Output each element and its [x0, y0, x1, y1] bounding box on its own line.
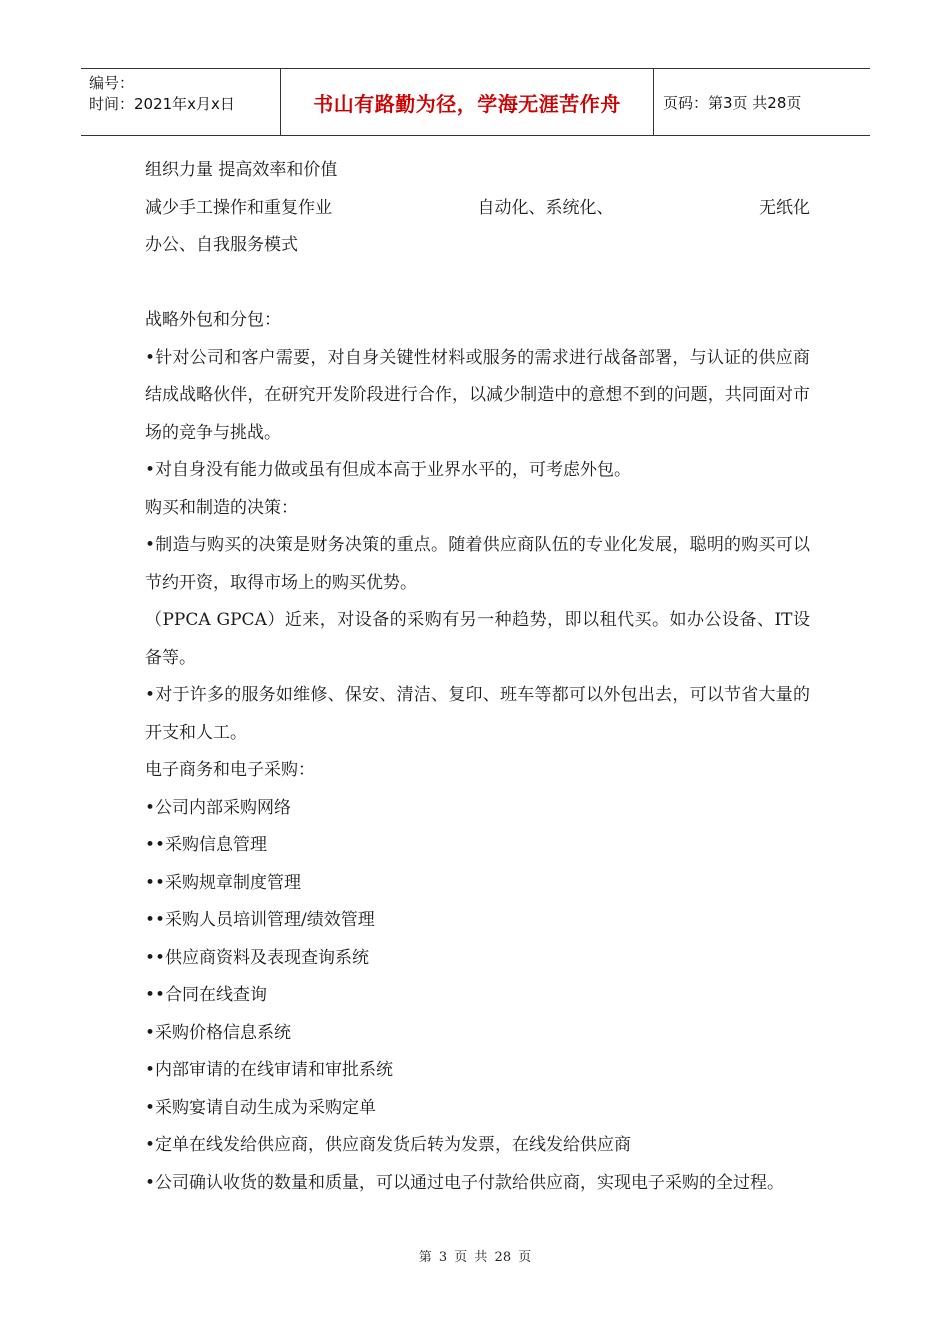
paragraph: •针对公司和客户需要，对自身关键性材料或服务的需求进行战备部署，与认证的供应商结成战略伙伴，在研究开发阶段进行合作，以减少制造中的意想不到的问题，共同面对市场的竞争与挑战。 — [145, 347, 810, 443]
list-item: •公司内部采购网络 — [145, 797, 292, 818]
section-heading: 电子商务和电子采购： — [145, 760, 315, 780]
list-item: ••合同在线查询 — [145, 985, 268, 1005]
section-heading: 购买和制造的决策： — [145, 497, 298, 518]
body-line-part: 减少手工操作和重复作业 — [145, 197, 332, 218]
body-line-part: 自动化、系统化、 — [477, 197, 614, 218]
paragraph: •对于许多的服务如维修、保安、清洁、复印、班车等都可以外包出去，可以节省大量的开支和人工。 — [145, 685, 810, 743]
list-item: •采购宴请自动生成为采购定单 — [145, 1097, 377, 1118]
header-motto: 书山有路勤为径，学海无涯苦作舟 — [281, 69, 654, 135]
blank-line — [145, 265, 810, 303]
list-item: ••供应商资料及表现查询系统 — [145, 947, 370, 968]
header-page-info: 页码：第3页 共28页 — [663, 93, 802, 112]
list-item: ••采购信息管理 — [145, 835, 268, 855]
list-item: •定单在线发给供应商，供应商发货后转为发票，在线发给供应商 — [145, 1135, 632, 1155]
body-line: 组织力量 提高效率和价值 — [145, 160, 338, 180]
section-heading: 战略外包和分包： — [145, 310, 281, 330]
document-body — [145, 152, 810, 1202]
body-line: 办公、自我服务模式 — [145, 235, 298, 255]
header-meta — [81, 69, 281, 135]
body-line-part: 无纸化 — [759, 197, 810, 218]
list-item: •内部审请的在线审请和审批系统 — [145, 1060, 394, 1080]
list-item: •采购价格信息系统 — [145, 1022, 292, 1043]
number-label: 编号： — [89, 74, 135, 92]
paragraph: •对自身没有能力做或虽有但成本高于业界水平的，可考虑外包。 — [145, 460, 632, 480]
list-item: ••采购人员培训管理/绩效管理 — [145, 910, 375, 930]
page-footer: 第 3 页 共 28 页 — [418, 1250, 532, 1265]
page-header — [81, 68, 870, 136]
paragraph: •制造与购买的决策是财务决策的重点。随着供应商队伍的专业化发展，聪明的购买可以节约开资，取得市场上的购买优势。 — [145, 535, 810, 593]
list-item: ••采购规章制度管理 — [145, 872, 302, 893]
date-label: 时间：2021年x月x日 — [89, 95, 235, 113]
paragraph: •公司确认收货的数量和质量，可以通过电子付款给供应商，实现电子采购的全过程。 — [145, 1172, 785, 1193]
body-line-columns — [145, 190, 810, 228]
paragraph: （PPCA GPCA）近来，对设备的采购有另一种趋势，即以租代买。如办公设备、IT设备等。 — [145, 610, 810, 668]
